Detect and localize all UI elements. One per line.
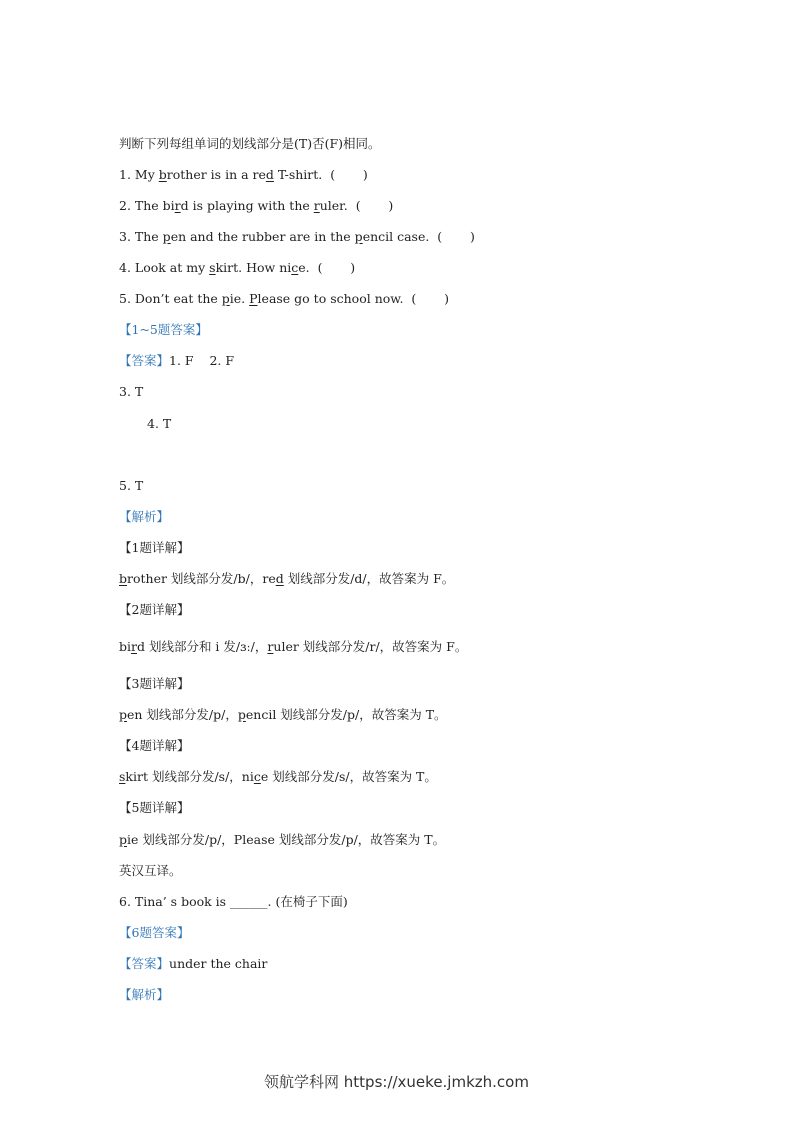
text: e. ( ) <box>298 260 356 275</box>
question-number: 4. <box>119 260 135 275</box>
answer-header-6: 【6题答案】 <box>119 925 190 940</box>
text: uler 划线部分发/r/，故答案为 F。 <box>273 639 468 654</box>
text: encil 划线部分发/p/，故答案为 T。 <box>245 707 447 722</box>
text: kirt. How ni <box>215 260 292 275</box>
text: Look at my <box>134 260 210 275</box>
detail-1 <box>119 571 454 587</box>
text: en and the rubber are in the <box>170 229 355 244</box>
underlined-letter: d <box>275 571 284 586</box>
question-1 <box>119 167 368 183</box>
underlined-letter: c <box>253 769 261 784</box>
underlined-letter: b <box>119 571 128 586</box>
text: kirt 划线部分发/s/，ni <box>125 769 254 784</box>
underlined-letter: r <box>313 198 320 213</box>
detail-title-5: 【5题详解】 <box>119 800 190 815</box>
question-3 <box>119 229 475 245</box>
detail-title-2: 【2题详解】 <box>119 602 190 617</box>
answer-4: 4. T <box>147 416 172 431</box>
detail-title-1: 【1题详解】 <box>119 540 190 555</box>
instruction-1: 判断下列每组单词的划线部分是(T)否(F)相同。 <box>119 136 381 151</box>
detail-3 <box>119 707 447 723</box>
underlined-letter: s <box>119 769 126 784</box>
underlined-letter: P <box>249 291 258 306</box>
underlined-letter: d <box>265 167 274 182</box>
underlined-letter: r <box>131 639 137 654</box>
question-4 <box>119 260 355 276</box>
text: d is playing with the <box>180 198 314 213</box>
underlined-letter: p <box>221 291 230 306</box>
text: 划线部分发/d/，故答案为 F。 <box>283 571 455 586</box>
question-number: 1. <box>119 167 135 182</box>
text: encil case. ( ) <box>362 229 475 244</box>
underlined-letter: s <box>209 260 216 275</box>
answer-value: under the chair <box>169 956 268 971</box>
text: bi <box>119 639 131 654</box>
question-number: 2. <box>119 198 135 213</box>
underlined-letter: r <box>174 198 181 213</box>
instruction-2: 英汉互译。 <box>119 863 182 878</box>
text: d 划线部分和 i 发/ɜː/， <box>136 639 268 654</box>
detail-4 <box>119 769 437 785</box>
text: T-shirt. ( ) <box>273 167 368 182</box>
question-6: 6. Tina’ s book is ______. (在椅子下面) <box>119 894 348 909</box>
underlined-letter: p <box>119 832 128 847</box>
text: rother is in a re <box>166 167 266 182</box>
question-number: 5. <box>119 291 135 306</box>
detail-2 <box>119 639 467 655</box>
answer-values: 1. F 2. F <box>169 353 235 368</box>
answer-header-1-5: 【1~5题答案】 <box>119 322 208 337</box>
detail-title-3: 【3题详解】 <box>119 676 190 691</box>
underlined-letter: b <box>158 167 167 182</box>
answer-tag: 【答案】 <box>119 353 170 368</box>
answer-5: 5. T <box>119 478 144 493</box>
answer-3: 3. T <box>119 384 144 399</box>
analysis-tag-2: 【解析】 <box>119 987 170 1002</box>
question-2 <box>119 198 393 214</box>
detail-title-4: 【4题详解】 <box>119 738 190 753</box>
underlined-letter: p <box>354 229 363 244</box>
analysis-tag-1: 【解析】 <box>119 509 170 524</box>
text: rother 划线部分发/b/，re <box>127 571 276 586</box>
underlined-letter: p <box>162 229 171 244</box>
text: The bi <box>134 198 175 213</box>
underlined-letter: r <box>267 639 274 654</box>
text: uler. ( ) <box>319 198 394 213</box>
text: ie. <box>229 291 250 306</box>
text: The <box>134 229 163 244</box>
text: ie 划线部分发/p/，Please 划线部分发/p/，故答案为 T。 <box>127 832 446 847</box>
text: en 划线部分发/p/， <box>127 707 238 722</box>
question-5 <box>119 291 449 307</box>
text: e 划线部分发/s/，故答案为 T。 <box>260 769 437 784</box>
question-number: 3. <box>119 229 135 244</box>
footer-watermark: 领航学科网 https://xueke.jmkzh.com <box>264 1073 529 1091</box>
answer-line-1 <box>119 353 234 369</box>
underlined-letter: p <box>237 707 246 722</box>
underlined-letter: c <box>291 260 299 275</box>
answer-tag: 【答案】 <box>119 956 170 971</box>
underlined-letter: p <box>119 707 128 722</box>
answer-6 <box>119 956 267 972</box>
detail-5 <box>119 832 445 848</box>
text: My <box>134 167 159 182</box>
text: Don’t eat the <box>134 291 222 306</box>
text: lease go to school now. ( ) <box>257 291 449 306</box>
